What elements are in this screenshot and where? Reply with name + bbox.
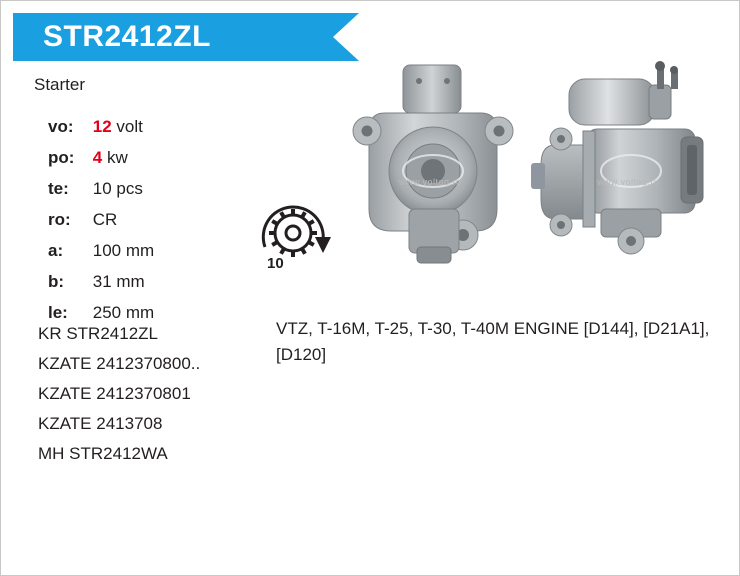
gear-rotation-svg: [249, 193, 339, 283]
spec-value-a: [93, 235, 154, 266]
watermark-front: www.voltag.ru: [399, 177, 462, 187]
spec-row: [34, 111, 254, 142]
spec-number-power: 4: [92, 148, 103, 167]
spec-row: [34, 173, 254, 204]
spec-number-teeth: 10: [92, 179, 112, 198]
list-item: KZATE 2412370800..: [38, 354, 201, 373]
spec-unit-b: mm: [116, 272, 145, 291]
spec-number-b: 31: [92, 272, 112, 291]
starter-front-view-image: [341, 59, 531, 299]
oem-reference-list: [38, 319, 268, 469]
list-item: MH STR2412WA: [38, 444, 168, 463]
spec-label-rotation: ro:: [48, 210, 71, 229]
spec-label-voltage: vo:: [48, 117, 74, 136]
specifications-table: [34, 111, 254, 328]
spec-row: [34, 266, 254, 297]
spec-value-voltage: [93, 111, 143, 142]
spec-value-b: [93, 266, 145, 297]
spec-row: [34, 235, 254, 266]
spec-number-length: 250: [92, 303, 122, 322]
product-type-label: Starter: [34, 75, 86, 94]
spec-row: [34, 142, 254, 173]
product-photos: [341, 59, 731, 299]
spec-number-voltage: 12: [92, 117, 112, 136]
spec-label-length: le:: [48, 303, 68, 322]
spec-value-rotation: [93, 204, 118, 235]
list-item: KZATE 2413708: [38, 414, 163, 433]
spec-value-power: [93, 142, 128, 173]
teeth-count-label: 10: [267, 255, 284, 272]
spec-label-b: b:: [48, 272, 65, 291]
spec-unit-voltage: volt: [116, 117, 143, 136]
list-item: KR STR2412ZL: [38, 324, 158, 343]
spec-value-teeth: [93, 173, 143, 204]
gear-rotation-icon: [249, 193, 339, 283]
watermark-side: www.voltag.ru: [597, 177, 660, 187]
page-title: STR2412ZL: [43, 20, 211, 53]
spec-unit-power: kw: [106, 148, 128, 167]
header-arrow-shape: [333, 13, 359, 61]
spec-number-rotation: CR: [92, 210, 118, 229]
spec-unit-length: mm: [125, 303, 155, 322]
spec-row: [34, 204, 254, 235]
spec-label-a: a:: [48, 241, 64, 260]
spec-label-teeth: te:: [48, 179, 69, 198]
header-banner: [13, 13, 358, 61]
spec-unit-teeth: pcs: [116, 179, 143, 198]
spec-number-a: 100: [92, 241, 122, 260]
spec-label-power: po:: [48, 148, 75, 167]
spec-unit-a: mm: [125, 241, 155, 260]
application-text: VTZ, T-16M, T-25, T-30, T-40M ENGINE [D144], [D21A1], [D120]: [276, 319, 710, 364]
list-item: KZATE 2412370801: [38, 384, 191, 403]
starter-side-view-image: [531, 59, 731, 299]
